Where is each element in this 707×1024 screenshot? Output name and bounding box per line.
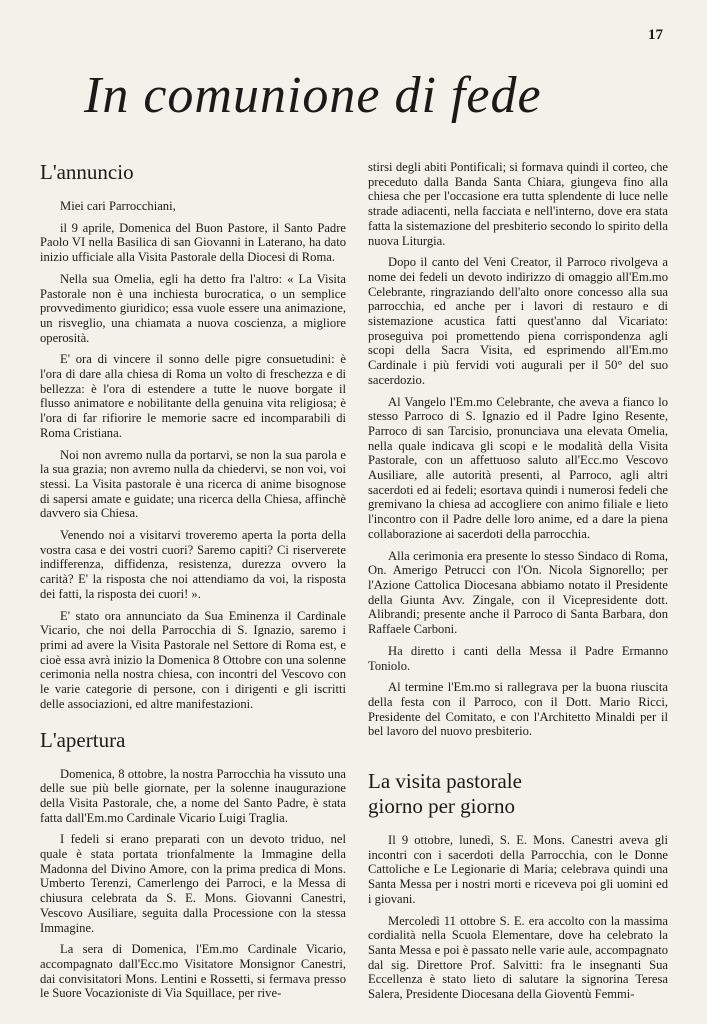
paragraph: I fedeli si erano preparati con un devoto triduo, nel quale è stata portata trionfalmente la Immagine della Madonna del Divino Amore, con la prima predica di Mons. Umberto Terenzi, Camerlengo dei Parroci, e la Messa di chiusura celebrata da S. E. Mons. Giovanni Canestri, Vescovo Ausiliare, seguita dalla Processione con la stessa Immagine.	[40, 832, 346, 935]
section-heading-annuncio: L'annuncio	[40, 160, 134, 184]
right-column	[368, 160, 668, 1009]
paragraph: Noi non avremo nulla da portarvi, se non la sua parola e la sua grazia; non avremo nulla da chiedervi, se non voi, voi stessi. La Visita pastorale è una ricerca di anime bisognose di sapersi amate e guidate; una ricerca della Chiesa, affinchè davvero sia Chiesa.	[40, 447, 346, 521]
paragraph: il 9 aprile, Domenica del Buon Pastore, il Santo Padre Paolo VI nella Basilica di san Giovanni in Laterano, ha dato inizio ufficiale alla Visita Pastorale della Diocesi di Roma.	[40, 220, 346, 265]
paragraph: E' ora di vincere il sonno delle pigre consuetudini: è l'ora di dare alla chiesa di Roma un volto di freschezza e di bellezza: è l'ora di estendere a tutte le nuove borgate il flusso animatore e nobilitante della genuina vita religiosa; è l'ora di far rifiorire le memorie sacre ed incomparabili di Roma Cristiana.	[40, 352, 346, 440]
paragraph: E' stato ora annunciato da Sua Eminenza il Cardinale Vicario, che noi della Parrocchia di S. Ignazio, saremo i primi ad avere la Visita Pastorale nel Settore di Roma est, e cioè essa avrà inizio la Domenica 8 Ottobre con una solenne cerimonia nella nostra chiesa, con incontri del Vescovo con le varie categorie di persone, con i dirigenti e gli iscritti delle associazioni, ed altre manifestazioni.	[40, 608, 346, 711]
paragraph: Mercoledì 11 ottobre S. E. era accolto con la massima cordialità nella Scuola Elementare, dove ha celebrato la Santa Messa e poi è passato nelle varie aule, accompagnato dal sig. Direttore Prof. Salvitti: fra le insegnanti Sua Eccellenza è stato lieto di salutare la signorina Teresa Salera, Presidente Diocesana della Gioventù Femmi-	[368, 913, 668, 1002]
paragraph: stirsi degli abiti Pontificali; si formava quindi il corteo, che preceduto dalla Banda Santa Chiara, giungeva fino alla chiesa che per l'occasione era tutta splendente di luce nelle strade adiacenti, nella facciata e nell'interno, dove era stata fatta la sistemazione del presbiterio secondo lo spirito della nuova Liturgia.	[368, 160, 668, 248]
paragraph: Ha diretto i canti della Messa il Padre Ermanno Toniolo.	[368, 643, 668, 673]
heading-line: giorno per giorno	[368, 794, 515, 819]
left-column	[40, 160, 346, 1008]
paragraph: Miei cari Parrocchiani,	[60, 199, 176, 213]
paragraph: Dopo il canto del Veni Creator, il Parroco rivolgeva a nome dei fedeli un devoto indirizzo di omaggio all'Em.mo Celebrante, ringraziando dell'alto onore concesso alla sua parrocchia, ed anche per i lavori di restauro e di sistemazione acustica fatti quest'anno dal Vicariato: proseguiva poi promettendo piena corrispondenza agli scopi della Sacra Visita, ed esprimendo all'Em.mo Cardinale i più fervidi voti augurali per il 50° del suo sacerdozio.	[368, 255, 668, 387]
paragraph: Nella sua Omelia, egli ha detto fra l'altro: « La Visita Pastorale non è una inchiesta burocratica, o un semplice provvedimento giuridico; essa vuole essere una animazione, un risveglio, una chiamata a nuova coscienza, a migliore operosità.	[40, 271, 346, 345]
paragraph: Alla cerimonia era presente lo stesso Sindaco di Roma, On. Amerigo Petrucci con l'On. Nicola Signorello; per l'Azione Cattolica Diocesana abbiamo notato il Presidente della Giunta Avv. Zingale, con il Vicepresidente dott. Alibrandi; presente anche il Parroco di Santa Barbara, don Raffaele Carboni.	[368, 548, 668, 637]
page-title: In comunione di fede	[84, 67, 542, 124]
page-number: 17	[648, 27, 663, 43]
paragraph: Al Vangelo l'Em.mo Celebrante, che aveva a fianco lo stesso Parroco di S. Ignazio ed il Padre Igino Resente, Parroco di san Tarcisio, pronunciava una elevata Omelia, nella quale indicava gli scopi e le modalità della Visita Pastorale, con un affettuoso saluto all'Ecc.mo Vescovo Ausiliare, alle autorità presenti, al Parroco, agli altri sacerdoti ed ai fedeli; esortava quindi i numerosi fedeli che gremivano la chiesa ad accogliere con animo filiale e lieto l'incontro con il Padre delle loro anime, ed a dare la piena collaborazione ai sacerdoti della parrocchia.	[368, 394, 668, 541]
section-heading-apertura: L'apertura	[40, 727, 126, 752]
paragraph: Il 9 ottobre, lunedì, S. E. Mons. Canestri aveva gli incontri con i sacerdoti della Parrocchia, con le Donne Cattoliche e Le Legionarie di Maria; celebrava quindi una Santa Messa per i nostri morti e riceveva poi gli uomini ed i giovani.	[368, 833, 668, 906]
heading-line: La visita pastorale	[368, 769, 522, 794]
paragraph: Al termine l'Em.mo si rallegrava per la buona riuscita della festa con il Parroco, con il Dott. Mario Ricci, Presidente del Comitato, e con l'Architetto Minaldi per il bel lavoro del nuovo presbiterio.	[368, 680, 668, 739]
paragraph: La sera di Domenica, l'Em.mo Cardinale Vicario, accompagnato dall'Ecc.mo Visitatore Monsignor Canestri, dai convisitatori Mons. Lentini e Rossetti, si fermava presso le Suore Vocazioniste di Via Squillace, per rive-	[40, 942, 346, 1001]
section-heading-visita	[368, 769, 668, 819]
paragraph: Venendo noi a visitarvi troveremo aperta la porta della vostra casa e dei vostri cuori? Saremo capiti? Ci riserverete indifferenza, diffidenza, resistenza, durezza ovvero la carità? E' la risposta che noi attendiamo da voi, la risposta dei fatti, la risposta dei cuori! ».	[40, 528, 346, 601]
paragraph: Domenica, 8 ottobre, la nostra Parrocchia ha vissuto una delle sue più belle giornate, per la solenne inaugurazione della Visita Pastorale, che, a nome del Santo Padre, è stata fatta dall'Em.mo Cardinale Vicario Luigi Traglia.	[40, 766, 346, 825]
